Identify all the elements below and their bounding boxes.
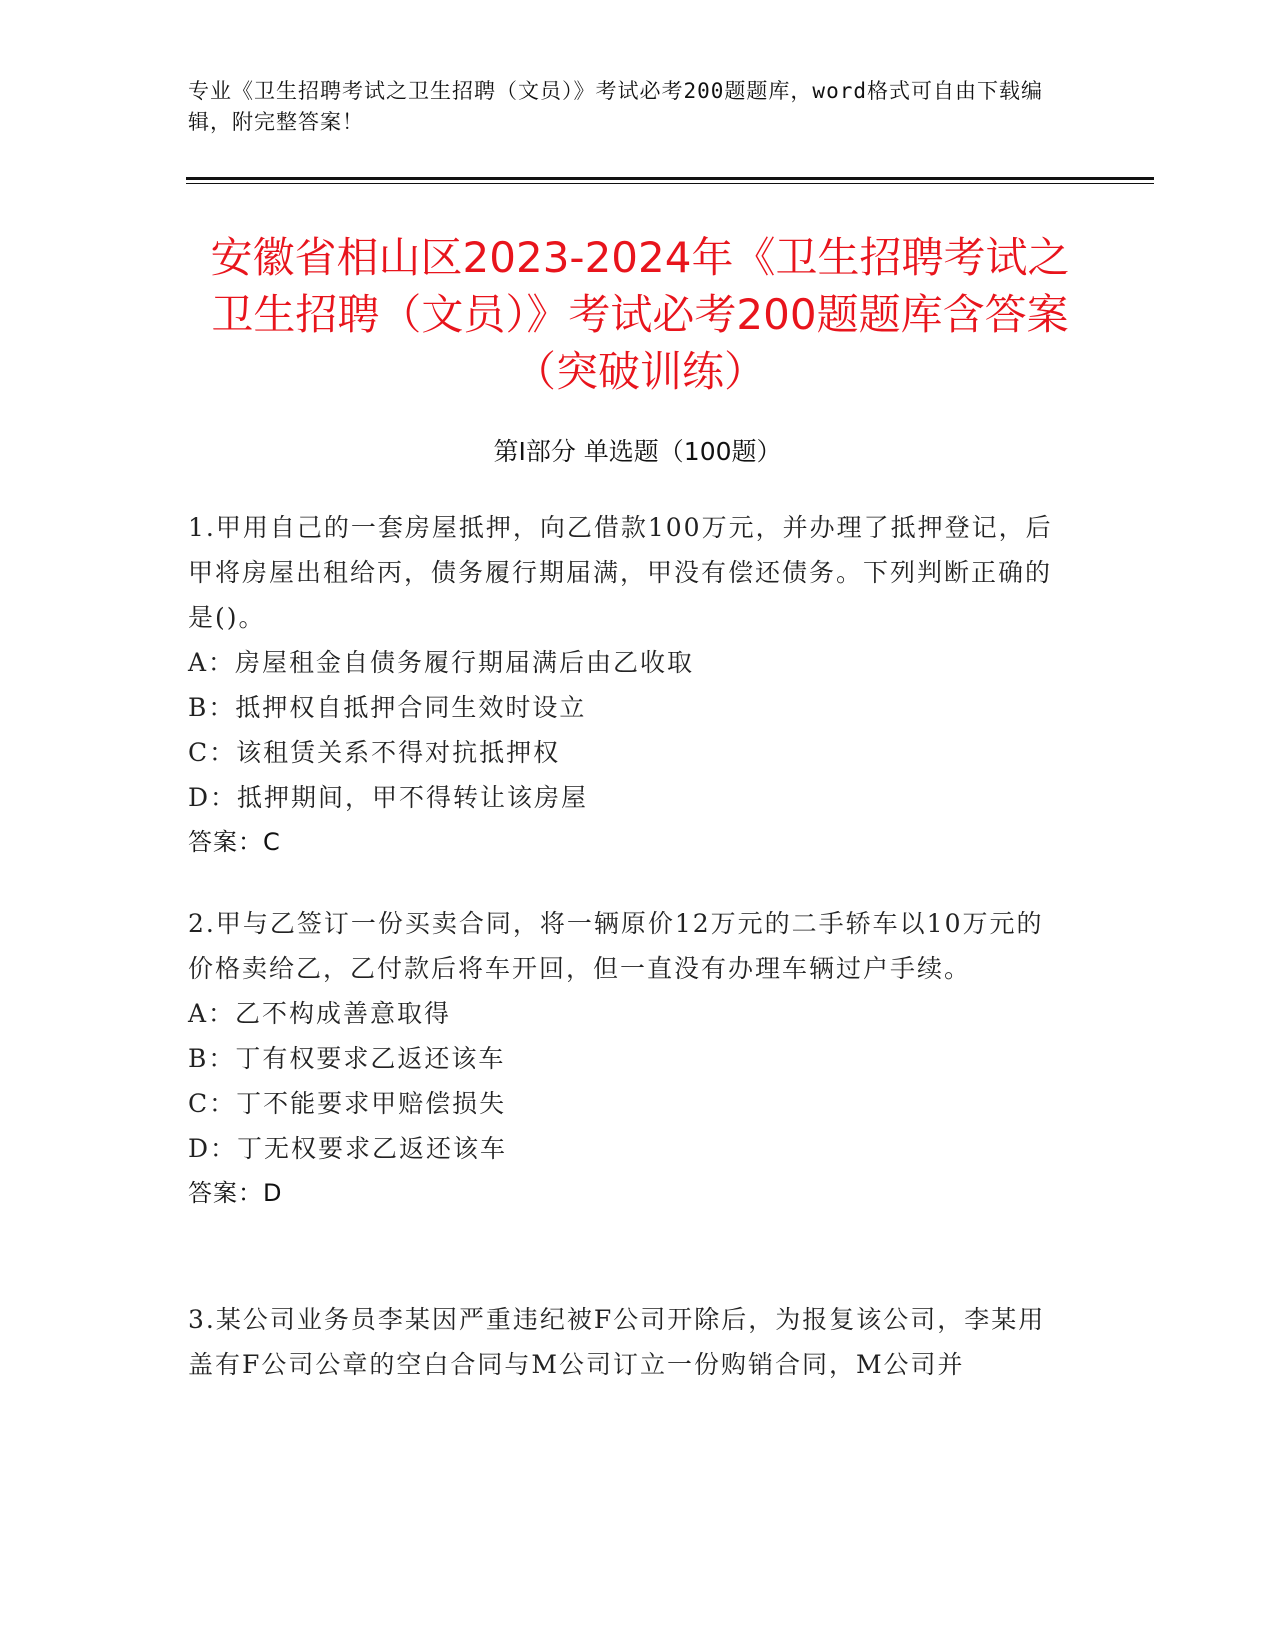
option-a: A：乙不构成善意取得 (188, 999, 452, 1028)
option-c: C：丁不能要求甲赔偿损失 (188, 1089, 507, 1118)
header-note: 专业《卫生招聘考试之卫生招聘（文员）》考试必考200题题库，word格式可自由下载编辑，附完整答案！ (188, 79, 1043, 134)
document-title: 安徽省相山区2023-2024年《卫生招聘考试之卫生招聘（文员）》考试必考200题题库含答案（突破训练） (210, 233, 1070, 396)
question-stem: 3.某公司业务员李某因严重违纪被F公司开除后，为报复该公司，李某用盖有F公司公章的空白合同与M公司订立一份购销合同，M公司并 (188, 1305, 1046, 1379)
question-stem: 2.甲与乙签订一份买卖合同，将一辆原价12万元的二手轿车以10万元的价格卖给乙，乙付款后将车开回，但一直没有办理车辆过户手续。 (188, 909, 1044, 983)
option-d: D：抵押期间，甲不得转让该房屋 (188, 783, 589, 812)
question-3 (188, 1297, 1068, 1387)
option-a: A：房屋租金自债务履行期届满后由乙收取 (188, 648, 695, 677)
question-1 (188, 505, 1068, 865)
option-d: D：丁无权要求乙返还该车 (188, 1134, 508, 1163)
answer: 答案：D (188, 1179, 283, 1207)
option-c: C：该租赁关系不得对抗抵押权 (188, 738, 561, 767)
section-heading: 第Ⅰ部分 单选题（100题） (493, 437, 782, 466)
question-2 (188, 901, 1068, 1216)
question-stem: 1.甲用自己的一套房屋抵押，向乙借款100万元，并办理了抵押登记，后甲将房屋出租给丙，债务履行期届满，甲没有偿还债务。下列判断正确的是()。 (188, 513, 1053, 632)
option-b: B：抵押权自抵押合同生效时设立 (188, 693, 587, 722)
header-divider (186, 177, 1154, 180)
option-b: B：丁有权要求乙返还该车 (188, 1044, 506, 1073)
answer: 答案：C (188, 828, 281, 856)
header-divider-thin (186, 183, 1154, 184)
